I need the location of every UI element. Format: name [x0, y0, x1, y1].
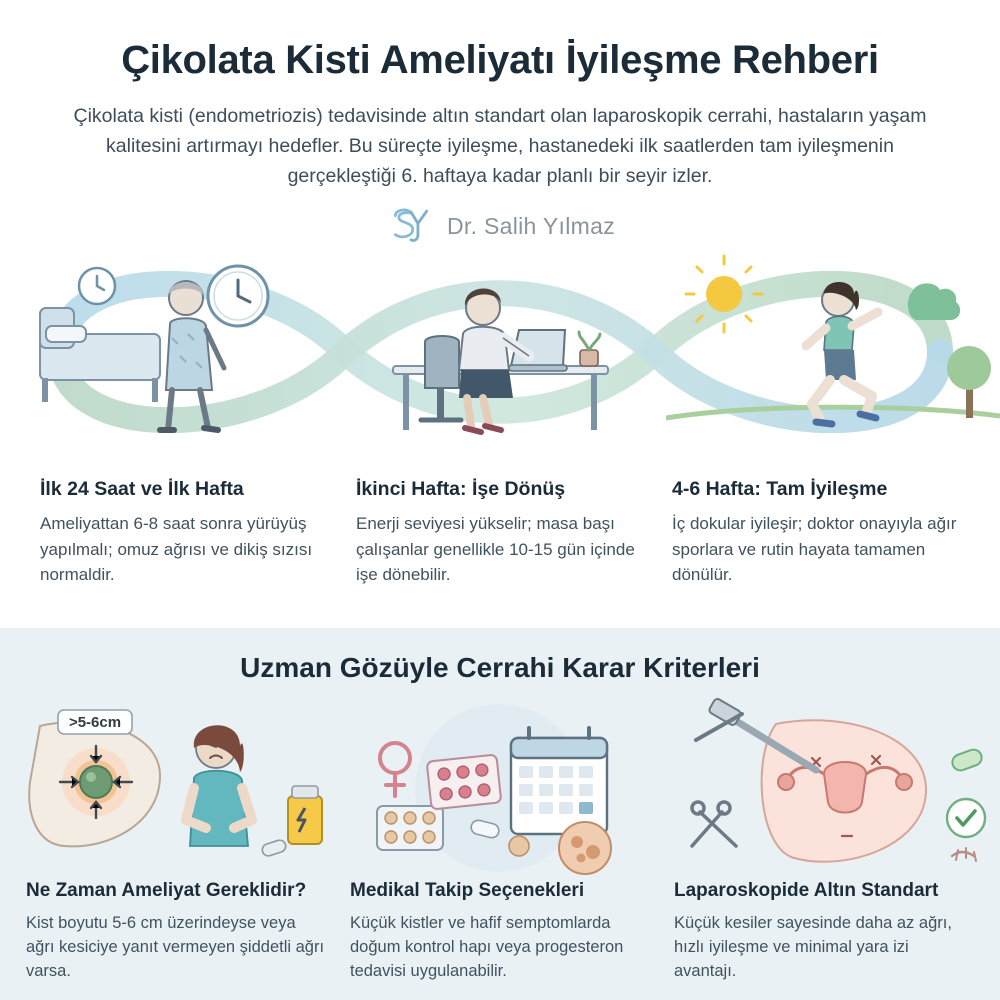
page-title: Çikolata Kisti Ameliyatı İyileşme Rehberi: [121, 38, 879, 82]
stage-2-illustration: [333, 238, 666, 458]
criteria-caption-3-title: Laparoskopide Altın Standart: [674, 880, 939, 901]
criteria-caption-3: [674, 880, 974, 983]
criteria-caption-2-title: Medikal Takip Seçenekleri: [350, 880, 585, 901]
timeline-caption-1-text: Ameliyattan 6-8 saat sonra yürüyüş yapılmalı; omuz ağrısı ve dikiş sızısı normaldir.: [40, 514, 313, 584]
criteria-2-illustration: [333, 696, 666, 876]
stage-1-illustration: [0, 238, 333, 458]
timeline-illustrations: [0, 238, 1000, 458]
stage-3-illustration: [666, 238, 1000, 458]
criteria-caption-1: [26, 880, 326, 983]
criteria-illustrations: [0, 696, 1000, 876]
watermark-name: Dr. Salih Yılmaz: [447, 212, 615, 239]
intro-paragraph: Çikolata kisti (endometriozis) tedavisinde altın standart olan laparoskopik cerrahi, hastaların yaşam kalitesini artırmayı hedefler. Bu süreçte iyileşme, hastanedeki ilk saatlerden tam iyileşmenin gerçekleştiği 6. haftaya kadar planlı bir seyir izler.: [73, 105, 927, 188]
cyst-size-badge-label: >5-6cm: [68, 714, 122, 731]
timeline-caption-1-title: İlk 24 Saat ve İlk Hafta: [40, 478, 244, 500]
criteria-title: Uzman Gözüyle Cerrahi Karar Kriterleri: [240, 652, 760, 683]
timeline-caption-2-text: Enerji seviyesi yükselir; masa başı çalışanlar genellikle 10-15 gün içinde işe dönebilir.: [356, 514, 635, 584]
timeline-caption-2-title: İkinci Hafta: İşe Dönüş: [356, 478, 566, 500]
timeline-captions: [0, 478, 1000, 588]
timeline-caption-1: [40, 478, 328, 588]
criteria-caption-1-text: Kist boyutu 5-6 cm üzerindeyse veya ağrı kesiciye yanıt vermeyen şiddetli ağrı varsa.: [26, 914, 325, 981]
timeline-caption-3-text: İç dokular iyileşir; doktor onayıyla ağır sporlara ve rutin hayata tamamen dönülür.: [672, 514, 957, 584]
criteria-captions: [0, 880, 1000, 983]
criteria-3-illustration: [666, 696, 1000, 876]
criteria-caption-3-text: Küçük kesiler sayesinde daha az ağrı, hızlı iyileşme ve minimal yara izi avantajı.: [674, 914, 952, 981]
timeline-caption-3-title: 4-6 Hafta: Tam İyileşme: [672, 478, 888, 500]
strong-arm-icon: [908, 283, 960, 320]
timeline-caption-3: [672, 478, 960, 588]
timeline-caption-2: [356, 478, 644, 588]
criteria-section: [0, 628, 1000, 1000]
criteria-caption-2: [350, 880, 650, 983]
criteria-caption-1-title: Ne Zaman Ameliyat Gereklidir?: [26, 880, 307, 901]
criteria-1-illustration: [0, 696, 333, 876]
criteria-caption-2-text: Küçük kistler ve hafif semptomlarda doğum kontrol hapı veya progesteron tedavisi uygulanabilir.: [350, 914, 624, 981]
